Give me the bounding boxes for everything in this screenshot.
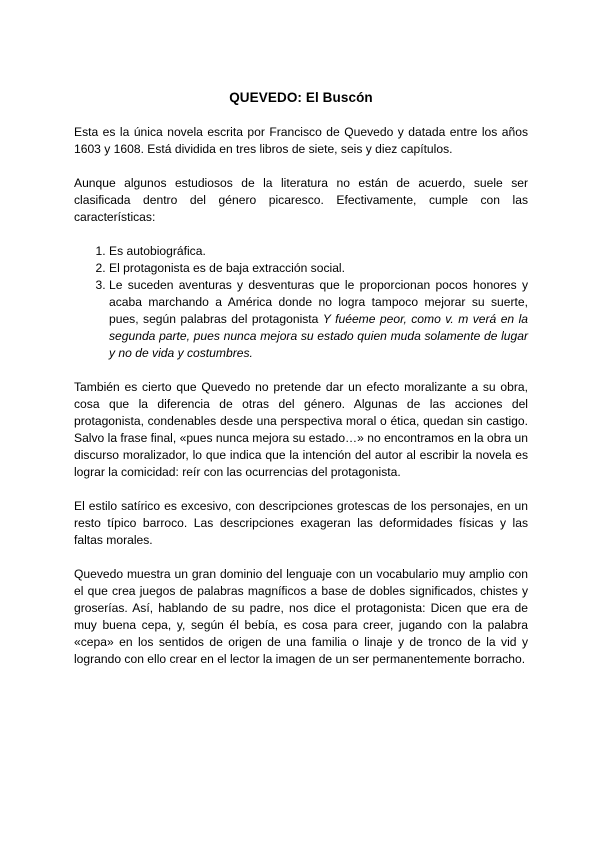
paragraph-intro: Esta es la única novela escrita por Francisco de Quevedo y datada entre los años 1603 y 1608. Está dividida en tres libros de siete, seis y diez capítulos.: [74, 125, 528, 156]
list-item: [109, 260, 528, 277]
paragraph-language: Quevedo muestra un gran dominio del lenguaje con un vocabulario muy amplio con el que crea juegos de palabras magníficos a base de dobles significados, chistes y groserías. Así, hablando de su padre, nos dice el protagonista: Dicen que era de muy buena cepa, y, según él bebía, es cosa para creer, jugando con la palabra «cepa» en los sentidos de origen de una familia o linaje y de tronco de la vid y logrando con ello crear en el lector la imagen de un ser permanentemente borracho.: [74, 567, 528, 666]
list-item: [109, 277, 528, 362]
characteristics-list: [74, 243, 528, 362]
list-item-text: Es autobiográfica.: [109, 244, 206, 258]
document-page: [74, 90, 528, 685]
list-item-text: El protagonista es de baja extracción social.: [109, 261, 345, 275]
paragraph-moral: También es cierto que Quevedo no pretende dar un efecto moralizante a su obra, cosa que la diferencia de otras del género. Algunas de las acciones del protagonista, condenables desde una perspectiva moral o ética, quedan sin castigo. Salvo la frase final, «pues nunca mejora su estado…» no encontramos en la obra un discurso moralizador, lo que indica que la intención del autor al escribir la novela es lograr la comicidad: reír con las ocurrencias del protagonista.: [74, 380, 528, 479]
list-item: [109, 243, 528, 260]
list-item-quote: Y fuéeme peor, como v. m verá en la segunda parte, pues nunca mejora su estado quien muda solamente de lugar y no de vida y costumbres.: [109, 312, 528, 360]
paragraph-genre: Aunque algunos estudiosos de la literatura no están de acuerdo, suele ser clasificada dentro del género picaresco. Efectivamente, cumple con las características:: [74, 176, 528, 224]
paragraph-style: El estilo satírico es excesivo, con descripciones grotescas de los personajes, en un resto típico barroco. Las descripciones exageran las deformidades físicas y las faltas morales.: [74, 499, 528, 547]
list-item-text: Le suceden aventuras y desventuras que le proporcionan pocos honores y acaba marchando a América donde no logra tampoco mejorar su suerte, pues, según palabras del protagonista: [109, 278, 528, 326]
page-title: QUEVEDO: El Buscón: [229, 90, 373, 105]
